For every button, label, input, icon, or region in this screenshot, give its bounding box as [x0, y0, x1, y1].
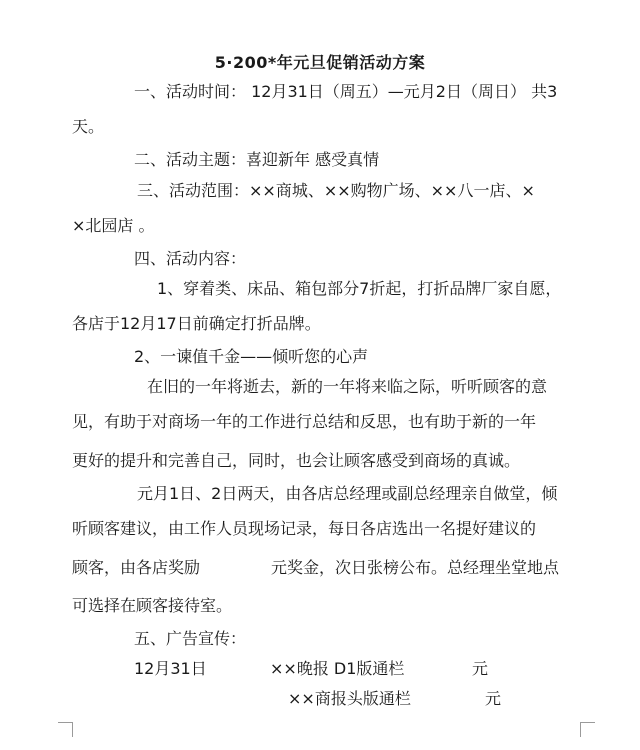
page-corner-mark: [580, 722, 595, 737]
text-line: 见，有助于对商场一年的工作进行总结和反思，也有助于新的一年: [72, 412, 537, 431]
text-line: 元月1日、2日两天，由各店总经理或副总经理亲自做堂，倾: [137, 484, 558, 503]
text-line: 元: [485, 689, 502, 708]
text-line: ××晚报 D1版通栏: [270, 659, 405, 678]
text-line: 2、一谏值千金——倾听您的心声: [134, 347, 369, 366]
text-line: 1、穿着类、床品、箱包部分7折起，打折品牌厂家自愿，: [157, 279, 562, 298]
text-line: ××商报头版通栏: [288, 689, 411, 708]
text-line: 元奖金，次日张榜公布。总经理坐堂地点: [271, 558, 560, 577]
text-line: ×北园店 。: [72, 216, 155, 235]
text-line: 听顾客建议，由工作人员现场记录，每日各店选出一名提好建议的: [72, 519, 537, 538]
text-line: 在旧的一年将逝去，新的一年将来临之际，听听顾客的意: [147, 377, 548, 396]
text-line: 天。: [72, 117, 105, 136]
text-line: 五、广告宣传：: [134, 629, 247, 648]
text-line: 二、活动主题：喜迎新年 感受真情: [134, 150, 380, 169]
text-line: 元: [472, 659, 489, 678]
text-line: 一、活动时间： 12月31日（周五）—元月2日（周日） 共3: [134, 82, 558, 101]
text-line: 三、活动范围：××商城、××购物广场、××八一店、×: [137, 181, 535, 200]
text-line: 顾客，由各店奖励: [72, 558, 201, 577]
text-line: 更好的提升和完善自己，同时，也会让顾客感受到商场的真诚。: [72, 451, 521, 470]
page-corner-mark: [58, 722, 73, 737]
document-title: 5·200*年元旦促销活动方案: [214, 53, 426, 72]
text-line: 四、活动内容：: [134, 249, 247, 268]
text-line: 各店于12月17日前确定打折品牌。: [72, 314, 321, 333]
text-line: 可选择在顾客接待室。: [72, 596, 233, 615]
text-line: 12月31日: [134, 659, 207, 678]
